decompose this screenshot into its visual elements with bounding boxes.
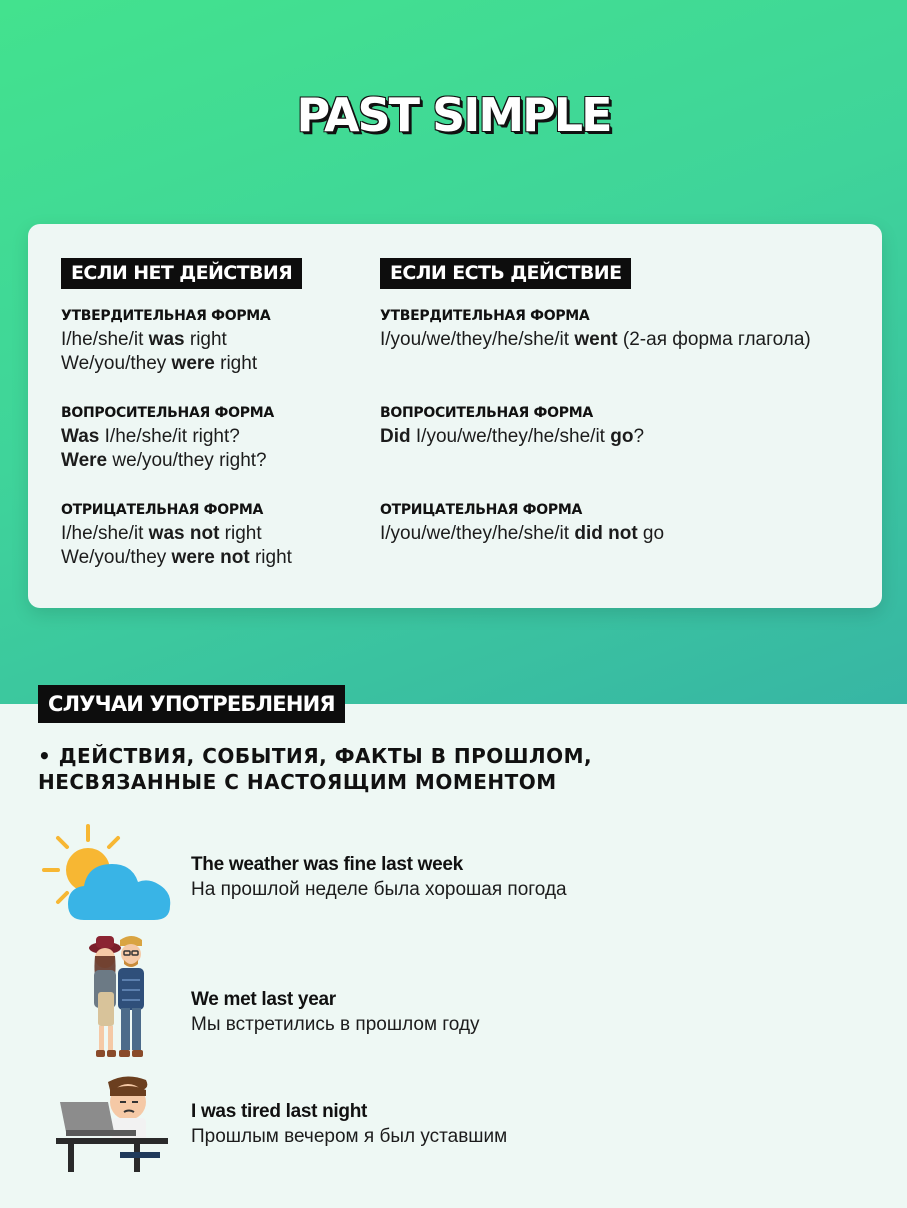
example-item xyxy=(0,932,907,1042)
example-text xyxy=(191,1099,507,1149)
example-english: I was tired last night xyxy=(191,1101,368,1122)
tired-man-laptop-icon xyxy=(38,1068,178,1183)
example-line: I/you/we/they/he/she/it went (2-ая форма глагола) xyxy=(380,329,811,350)
example-line: We/you/they were not right xyxy=(61,547,292,568)
example-russian: Мы встретились в прошлом году xyxy=(191,1014,480,1035)
example-russian: На прошлой неделе была хорошая погода xyxy=(191,879,567,900)
question-block xyxy=(380,403,644,449)
couple-icon xyxy=(38,932,178,1069)
negative-heading: ОТРИЦАТЕЛЬНАЯ ФОРМА xyxy=(380,502,582,518)
question-block xyxy=(61,403,274,473)
negative-block xyxy=(380,500,664,546)
page-title: PAST SIMPLE xyxy=(296,88,611,142)
example-text xyxy=(191,852,567,902)
affirmative-heading: УТВЕРДИТЕЛЬНАЯ ФОРМА xyxy=(61,308,271,324)
no-action-column xyxy=(61,258,361,568)
action-column xyxy=(380,258,870,544)
action-tag: ЕСЛИ ЕСТЬ ДЕЙСТВИЕ xyxy=(380,258,631,289)
no-action-tag: ЕСЛИ НЕТ ДЕЙСТВИЯ xyxy=(61,258,302,289)
example-english: We met last year xyxy=(191,989,336,1010)
usage-point: • ДЕЙСТВИЯ, СОБЫТИЯ, ФАКТЫ В ПРОШЛОМ, НЕСВЯЗАННЫЕ С НАСТОЯЩИМ МОМЕНТОМ xyxy=(38,744,593,794)
example-text xyxy=(191,987,480,1037)
example-item xyxy=(0,820,907,930)
example-line: I/he/she/it was not right xyxy=(61,523,262,544)
negative-block xyxy=(61,500,292,570)
example-line: Were we/you/they right? xyxy=(61,450,267,471)
affirmative-block xyxy=(380,306,811,352)
example-item xyxy=(0,1068,907,1178)
example-line: We/you/they were right xyxy=(61,353,258,374)
negative-heading: ОТРИЦАТЕЛЬНАЯ ФОРМА xyxy=(61,502,263,518)
question-heading: ВОПРОСИТЕЛЬНАЯ ФОРМА xyxy=(61,405,274,421)
question-heading: ВОПРОСИТЕЛЬНАЯ ФОРМА xyxy=(380,405,593,421)
usage-tag: СЛУЧАИ УПОТРЕБЛЕНИЯ xyxy=(38,685,345,723)
example-line: Was I/he/she/it right? xyxy=(61,426,240,447)
example-line: I/he/she/it was right xyxy=(61,329,227,350)
example-english: The weather was fine last week xyxy=(191,854,463,875)
example-line: I/you/we/they/he/she/it did not go xyxy=(380,523,665,544)
example-russian: Прошлым вечером я был уставшим xyxy=(191,1126,508,1147)
rules-card xyxy=(28,224,882,608)
affirmative-block xyxy=(61,306,270,376)
sun-cloud-icon xyxy=(38,820,178,931)
affirmative-heading: УТВЕРДИТЕЛЬНАЯ ФОРМА xyxy=(380,308,590,324)
example-line: Did I/you/we/they/he/she/it go? xyxy=(380,426,645,447)
